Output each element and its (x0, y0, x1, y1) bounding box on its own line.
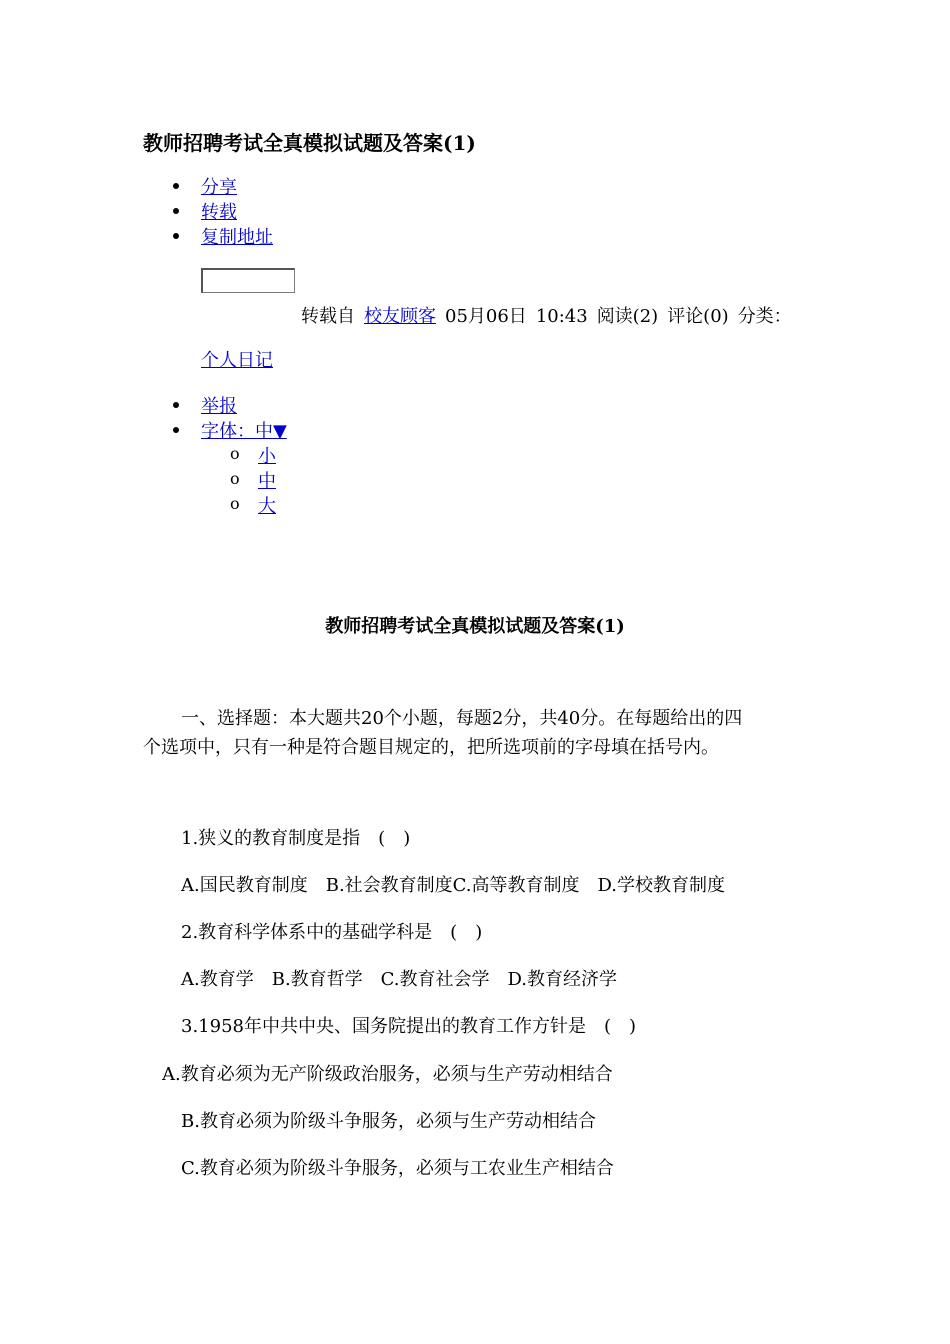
font-small-option[interactable]: 小 (258, 446, 276, 467)
comment-count: 评论(0) (667, 306, 729, 327)
article-title: 教师招聘考试全真模拟试题及答案(1) (325, 616, 625, 637)
category-label: 分类： (737, 306, 792, 327)
font-size-menu[interactable]: 字体：中▼ (201, 421, 287, 442)
question-2-options: A.教育学 B.教育哲学 C.教育社会学 D.教育经济学 (181, 969, 618, 990)
question-3-option-c: C.教育必须为阶级斗争服务，必须与工农业生产相结合 (181, 1158, 614, 1179)
list-bullet (173, 402, 179, 408)
list-bullet (173, 427, 179, 433)
repost-link[interactable]: 转载 (201, 202, 237, 223)
list-bullet (173, 183, 179, 189)
repost-from-label: 转载自 (301, 306, 355, 327)
post-time: 10:43 (535, 306, 588, 327)
post-meta (301, 302, 801, 328)
report-link[interactable]: 举报 (201, 396, 237, 417)
sub-bullet: o (230, 469, 240, 488)
author-link[interactable]: 校友顾客 (364, 306, 436, 327)
category-link[interactable]: 个人日记 (201, 350, 273, 371)
copy-address-input[interactable] (201, 268, 295, 293)
list-bullet (173, 233, 179, 239)
intro-line-1: 一、选择题：本大题共20个小题，每题2分，共40分。在每题给出的四 (181, 708, 743, 729)
page-title: 教师招聘考试全真模拟试题及答案(1) (143, 131, 476, 155)
sub-bullet: o (230, 494, 240, 513)
read-count: 阅读(2) (596, 306, 659, 327)
sub-bullet: o (230, 444, 240, 463)
question-3: 3.1958年中共中央、国务院提出的教育工作方针是 ( ) (181, 1016, 637, 1037)
question-3-option-b: B.教育必须为阶级斗争服务，必须与生产劳动相结合 (181, 1111, 596, 1132)
question-1: 1.狭义的教育制度是指 ( ) (181, 828, 411, 849)
font-large-option[interactable]: 大 (258, 496, 276, 517)
font-medium-option[interactable]: 中 (258, 471, 276, 492)
copy-address-link[interactable]: 复制地址 (201, 227, 273, 248)
question-1-options: A.国民教育制度 B.社会教育制度C.高等教育制度 D.学校教育制度 (181, 875, 726, 896)
post-date: 05月06日 (445, 306, 527, 327)
share-link[interactable]: 分享 (201, 177, 237, 198)
question-2: 2.教育科学体系中的基础学科是 ( ) (181, 922, 483, 943)
intro-line-2: 个选项中，只有一种是符合题目规定的，把所选项前的字母填在括号内。 (143, 737, 719, 758)
list-bullet (173, 208, 179, 214)
question-3-option-a: A.教育必须为无产阶级政治服务，必须与生产劳动相结合 (162, 1064, 613, 1085)
